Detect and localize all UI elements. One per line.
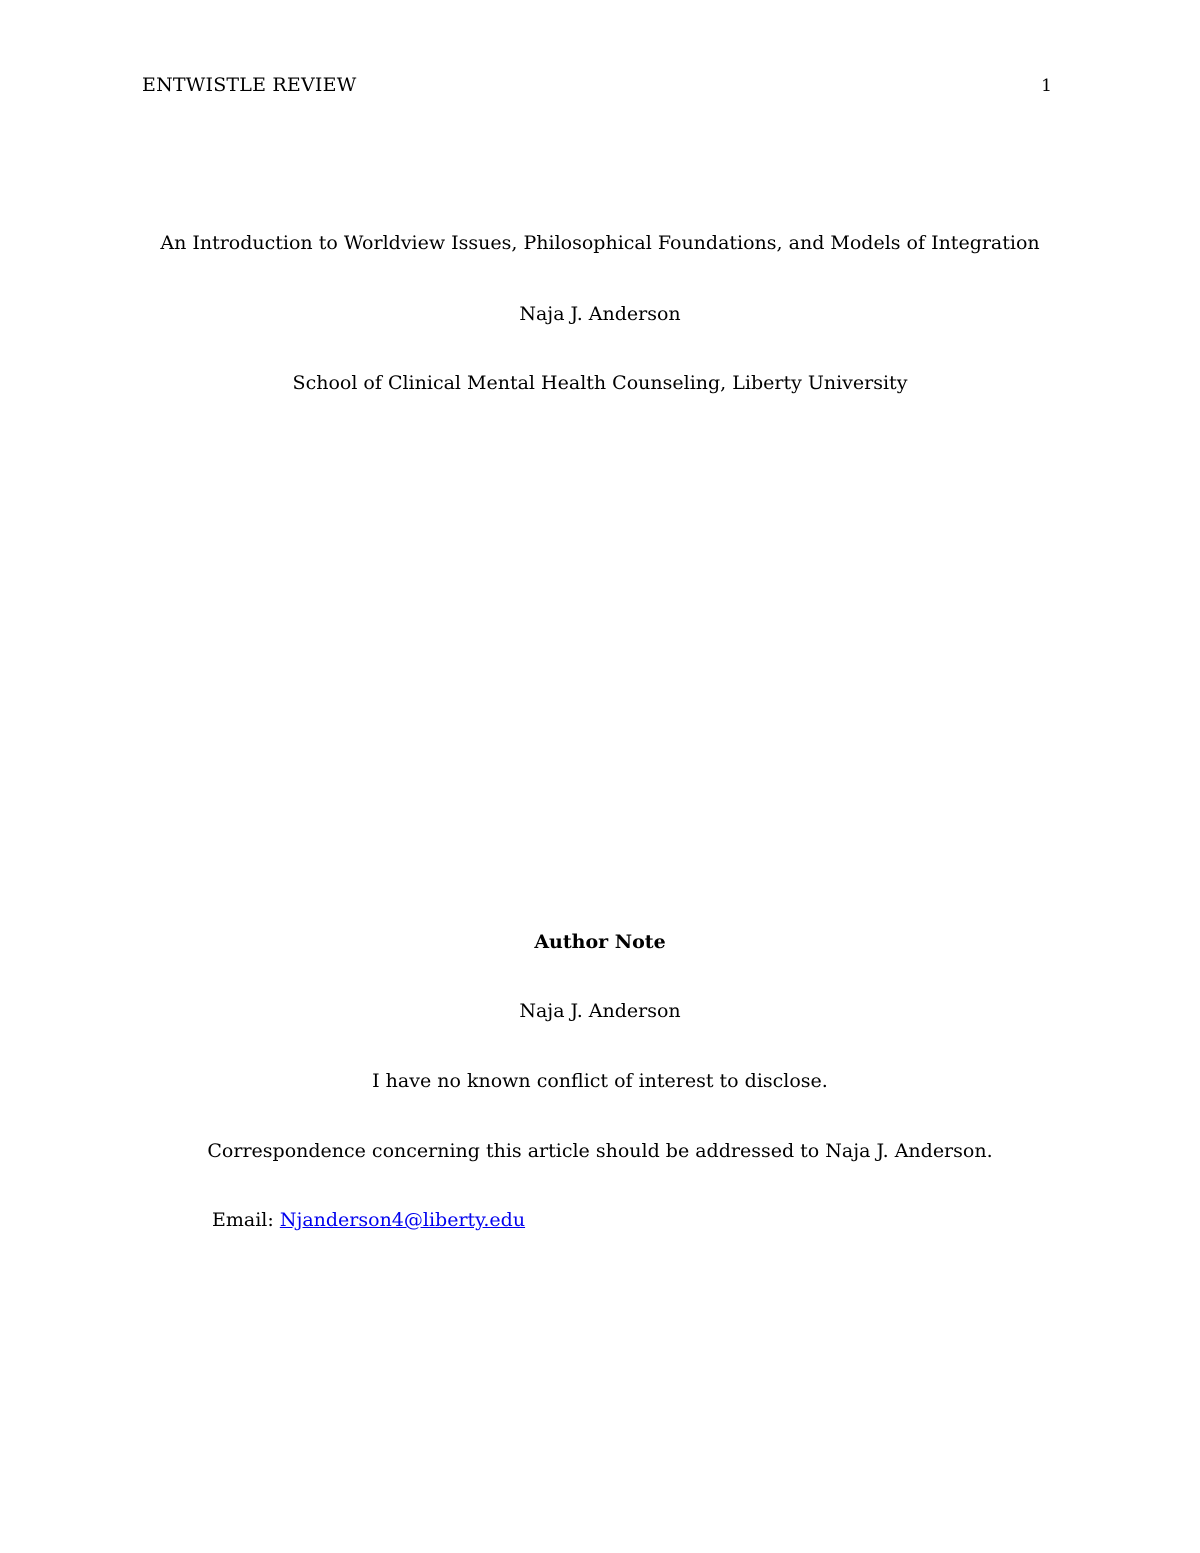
author-note-name: Naja J. Anderson: [519, 1000, 681, 1022]
author-name: Naja J. Anderson: [519, 303, 681, 325]
email-line: [212, 1209, 525, 1231]
correspondence-statement: Correspondence concerning this article should be addressed to Naja J. Anderson.: [207, 1140, 993, 1162]
email-label: Email:: [212, 1209, 280, 1231]
running-head: ENTWISTLE REVIEW: [142, 74, 357, 96]
email-link[interactable]: Njanderson4@liberty.edu: [279, 1209, 526, 1231]
conflict-of-interest-statement: I have no known conflict of interest to disclose.: [372, 1070, 828, 1092]
author-affiliation: School of Clinical Mental Health Counseling, Liberty University: [292, 372, 908, 394]
page-number: 1: [1041, 76, 1052, 96]
paper-title: An Introduction to Worldview Issues, Philosophical Foundations, and Models of Integration: [160, 232, 1040, 254]
author-note-heading: Author Note: [534, 931, 666, 953]
